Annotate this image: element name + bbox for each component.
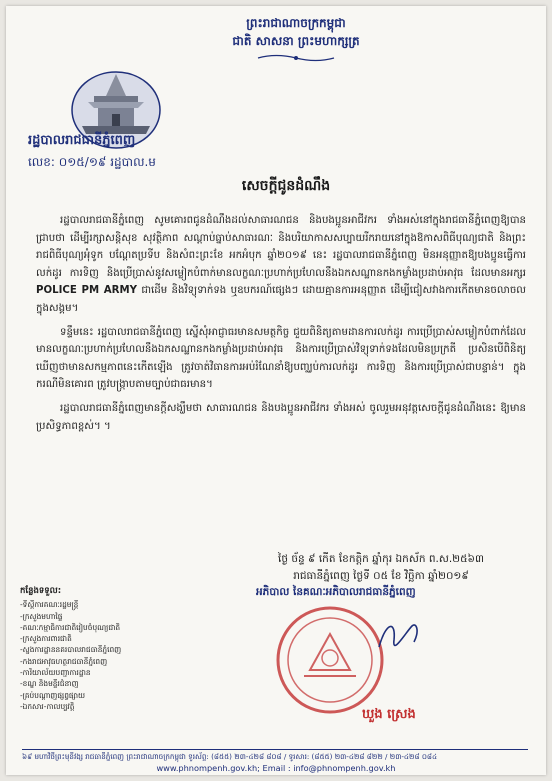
recipients-heading: កន្លែងទទួល: xyxy=(20,586,62,596)
recipient-item: -ទីស្ដីការគណៈរដ្ឋមន្ត្រី xyxy=(20,600,79,610)
signer-title: អភិបាល នៃគណៈអភិបាលរាជធានីភ្នំពេញ xyxy=(256,586,416,598)
recipient-item: -ក្រសួងមហាផ្ទៃ xyxy=(20,611,63,621)
recipient-item: -ស្នងការដ្ឋាននគរបាលរាជធានីភ្នំពេញ xyxy=(20,645,122,655)
national-motto: ជាតិ សាសនា ព្រះមហាក្សត្រ xyxy=(232,34,360,48)
footer-contact: www.phnompenh.gov.kh; Email : info@phnompenh.gov.kh xyxy=(156,763,396,773)
recipient-item: -គ្រប់បណ្ដាញផ្សព្វផ្សាយ xyxy=(20,690,86,700)
website-link[interactable]: www.phnompenh.gov.kh xyxy=(156,763,258,773)
email-link[interactable]: info@phnompenh.gov.kh xyxy=(293,763,396,773)
recipient-item: -ឯកសារ-កាលប្បវត្តិ xyxy=(20,701,75,711)
kingdom-name: ព្រះរាជាណាចក្រកម្ពុជា xyxy=(246,16,346,30)
signature xyxy=(374,612,424,662)
footer-divider xyxy=(22,749,528,750)
lunar-date: ថ្ងៃ ច័ន្ទ ៩ កើត ខែកត្ដិក ឆ្នាំកុរ ឯកស័ក ព.ស.២៥៦៣ xyxy=(278,553,484,565)
solar-date: រាជធានីភ្នំពេញ ថ្ងៃទី ០៥ ខែ វិច្ឆិកា ឆ្នាំ២០១៩ xyxy=(293,570,469,582)
signer-name: ឃួង ស្រេង xyxy=(362,707,416,722)
document-title: សេចក្ដីជូនដំណឹង xyxy=(241,178,331,194)
paragraph-2: ទន្ទឹមនេះ រដ្ឋបាលរាជធានីភ្នំពេញ ស្នើសុំអាជ្ញាធរមានសមត្ថកិច្ច ជួយពិនិត្យតាមដានការលក់ដូរ ការប្រើប្រាស់សម្លៀកបំពាក់ដែលមានលក្ខណៈប្រហាក់ប្រហែលនឹងឯកសណ្ឋានកងកម្លាំងប្រដាប់អាវុធ និងការប្រើប្រាស់វិទ្យុទាក់ទងដែលមិនប្រក្រតី ប្រសិនបើពិនិត្យឃើញថាមានសកម្មភាពនេះកើតឡើង ត្រូវចាត់វិធានការអប់រំណែនាំឱ្យបញ្ឈប់ការលក់ដូរ ការទិញ និងការប្រើប្រាស់ជាបន្ទាន់។ ក្នុងករណីមិនគោរព ត្រូវបង្ក្រាបតាមច្បាប់ជាធរមាន។ xyxy=(36,326,526,391)
paragraph-1 xyxy=(36,212,526,318)
paragraph-1-tail: ជាដើម និងវិទ្យុទាក់ទង ឬឧបករណ៍ផ្សេងៗ ដោយគ្មានការអនុញ្ញាត ដើម្បីជៀសវាងការកើតមានចលាចលក្នុងសង្គម។ xyxy=(36,285,526,314)
recipient-item: -គណៈកម្មាធិការជាតិរៀបចំបុណ្យជាតិ xyxy=(20,622,121,632)
paragraph-1-text: រដ្ឋបាលរាជធានីភ្នំពេញ សូមគោរពជូនដំណឹងដល់សាធារណជន និងបងប្អូនអាជីវករ ទាំងអស់នៅក្នុងរាជធានីភ្នំពេញឱ្យបានជ្រាបថា ដើម្បីរក្សាសន្តិសុខ សុវត្ថិភាព សណ្ដាប់ធ្នាប់សាធារណៈ និងបរិយាកាសសប្បាយរីករាយនៅក្នុងឱកាសពិធីបុណ្យជាតិ និងព្រះរាជពិធីបុណ្យអុំទូក បណ្ដែតប្រទីប និងសំពះព្រះខែ អកអំបុក ឆ្នាំ២០១៩ នេះ រដ្ឋបាលរាជធានីភ្នំពេញ មិនអនុញ្ញាតឱ្យបងប្អូនធ្វើការលក់ដូរ ការទិញ និងប្រើប្រាស់នូវសម្លៀកបំពាក់មានលក្ខណៈប្រហាក់ប្រហែលនឹងឯកសណ្ឋានកងកម្លាំងប្រដាប់អាវុធ ដែលមានអក្សរ xyxy=(36,215,526,279)
paragraph-3: រដ្ឋបាលរាជធានីភ្នំពេញមានក្ដីសង្ឃឹមថា សាធារណជន និងបងប្អូនអាជីវករ ទាំងអស់ ចូលរួមអនុវត្តសេចក្ដីជូនដំណឹងនេះ ឱ្យមានប្រសិទ្ធភាពខ្ពស់។ ។ xyxy=(36,402,526,432)
recipient-item: -ក្រសួងការពារជាតិ xyxy=(20,634,72,644)
reference-number: លេខ: ០១៥/១៩ រដ្ឋបាល.ម xyxy=(28,155,156,169)
recipient-item: -ការិយាល័យបញ្ជាការដ្ឋាន xyxy=(20,668,91,678)
email-label: Email : xyxy=(262,763,291,773)
recipient-item: -ខណ្ឌ និងមន្ទីរជំនាញ xyxy=(20,679,79,689)
official-seal xyxy=(274,604,386,716)
footer-address: ៦៩ មហាវិថីព្រះមុនីវង្ស រាជធានីភ្នំពេញ ព្រះរាជាណាចក្រកម្ពុជា ទូរស័ព្ទ: (៨៥៥) ២៣-៤២៨ ៨០៨ / ទូរសារ: (៨៥៥) ២៣-៤២៨ ៨២២ / ២៣-៤២៨ ០៨៤ xyxy=(22,752,438,761)
document-page xyxy=(6,6,546,775)
date-block xyxy=(246,551,516,585)
document-body xyxy=(36,212,526,441)
recipients-list xyxy=(20,586,200,712)
letterhead xyxy=(186,14,406,68)
uniform-marking-text: POLICE PM ARMY xyxy=(36,285,137,297)
recipient-item: -កងរាជអាវុធហត្ថរាជធានីភ្នំពេញ xyxy=(20,656,108,666)
ornament-divider xyxy=(256,53,336,63)
issuing-office: រដ្ឋបាលរាជធានីភ្នំពេញ xyxy=(28,133,136,148)
